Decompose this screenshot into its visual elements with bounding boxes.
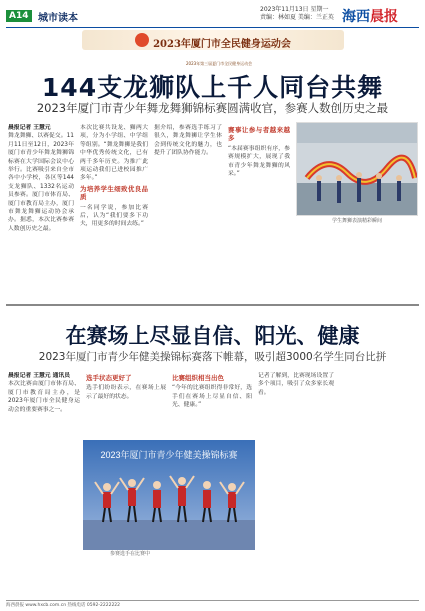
aerobics-photo [83, 440, 255, 550]
article2-text2: 选手们纷纷表示，在赛场上展示了最好的状态。 [86, 385, 166, 400]
article1-subheadline: 2023年厦门市青少年舞龙舞狮锦标赛圆满收官，参赛人数创历史之最 [36, 101, 389, 115]
article1-col1 [8, 124, 74, 300]
footer-rule [6, 600, 419, 601]
banner-title: 2023年厦门市全民健身运动会 [153, 38, 291, 50]
article2-text4: 记者了解到，比赛现场设置了多个项目，吸引了众多家长观看。 [258, 373, 334, 396]
aerobics-image [83, 440, 255, 550]
article2-text3: “今年的比赛组织得非常好，选手们在赛场上尽显自信、阳光、健康。” [172, 385, 252, 409]
article2-subheadline: 2023年厦门市青少年健美操锦标赛落下帷幕，吸引超3000名学生同台比拼 [38, 351, 387, 363]
article1-subhead3: 赛事让参与者越来越多 [228, 126, 290, 143]
article1-headline: 144支龙狮队上千人同台共舞 [41, 73, 384, 102]
photo1-caption: 学生舞狮表演精彩瞬间 [332, 218, 383, 224]
article2-subhead2: 比赛组织相当出色 [172, 374, 224, 382]
banner-small-text: 2023年第三届夏门市全民健身运动会 [186, 61, 253, 66]
article2-col2 [86, 372, 166, 438]
article1-col2 [80, 124, 148, 300]
article1-text2: 本次比赛共设龙、狮两大项，分为小学组、中学组等组别。“舞龙舞狮是我们中华优秀传统文化，已有两千多年历史。为推广此项运动我们已进校园推广多年。” [80, 125, 148, 182]
article1-byline: 晨报记者 王慧元 [8, 125, 51, 131]
article1-text1: 舞龙舞狮、以赛促交。11月11日至12日，2023年厦门市青少年舞龙舞狮锦标赛在大学国际会议中心举行。比赛吸引来自全市各中小学校，各区等144支龙狮队、1332名运动员参赛。厦门市体育局、厦门市教育局主办，厦门市舞龙舞狮运动协会承办。据悉，本次比赛参赛人数创历史之最。 [8, 133, 74, 232]
newspaper-logo [342, 6, 398, 26]
article1-text3: 据介绍，参赛选手练习了很久，舞龙舞狮让学生体会到传统文化的魅力，也提升了团队协作能力。 [154, 125, 222, 157]
editor-credit: 责编：林如夏 美编：兰正英 [260, 14, 334, 21]
page-header [0, 0, 425, 30]
dateline [260, 6, 340, 22]
page-footer: 海西晨报 www.hxcb.com.cn 热线电话 0592-2222222 [6, 603, 121, 608]
article2-text1: 本次比赛由厦门市体育局、厦门市教育局主办，是2023年厦门市全民健身运动会的重要赛事之一。 [8, 381, 80, 413]
article1-subhead2: 为培养学生细致优良品质 [80, 184, 148, 202]
article2-subhead1: 选手状态更好了 [86, 374, 132, 382]
dragon-dance-image [297, 123, 418, 216]
article1-text2b: 一名同学说，参加比赛后，认为“我们要多下功夫，用更多的时间去练。” [80, 204, 148, 228]
article2-byline: 晨报记者 王慧元 通讯员 [8, 373, 71, 379]
article1-col3 [154, 124, 222, 300]
dragon-dance-photo [296, 122, 418, 216]
event-banner [82, 30, 344, 66]
article2-col1 [8, 372, 80, 596]
article2-col3 [172, 372, 252, 438]
logo-main-text: 海西 [342, 9, 370, 25]
photo2-caption: 参赛选手在比赛中 [110, 551, 151, 557]
section-title: 城市读本 [38, 13, 78, 24]
article-divider [6, 304, 419, 306]
emblem-icon [135, 33, 149, 47]
logo-red-text: 晨报 [370, 9, 398, 25]
aerobics-photo-title: 2023年厦门市青少年健美操锦标赛 [100, 450, 238, 460]
header-rule [6, 27, 419, 28]
page-number: A14 [6, 10, 32, 22]
article1-col4 [228, 124, 290, 300]
article2-headline: 在赛场上尽显自信、阳光、健康 [65, 324, 360, 348]
article1-text4: “本届赛事组织有序，参赛规模扩大，展现了我市青少年舞龙舞狮的风采。” [228, 145, 290, 178]
article2-col4 [258, 372, 334, 596]
date: 2023年11月13日 星期一 [260, 6, 329, 13]
